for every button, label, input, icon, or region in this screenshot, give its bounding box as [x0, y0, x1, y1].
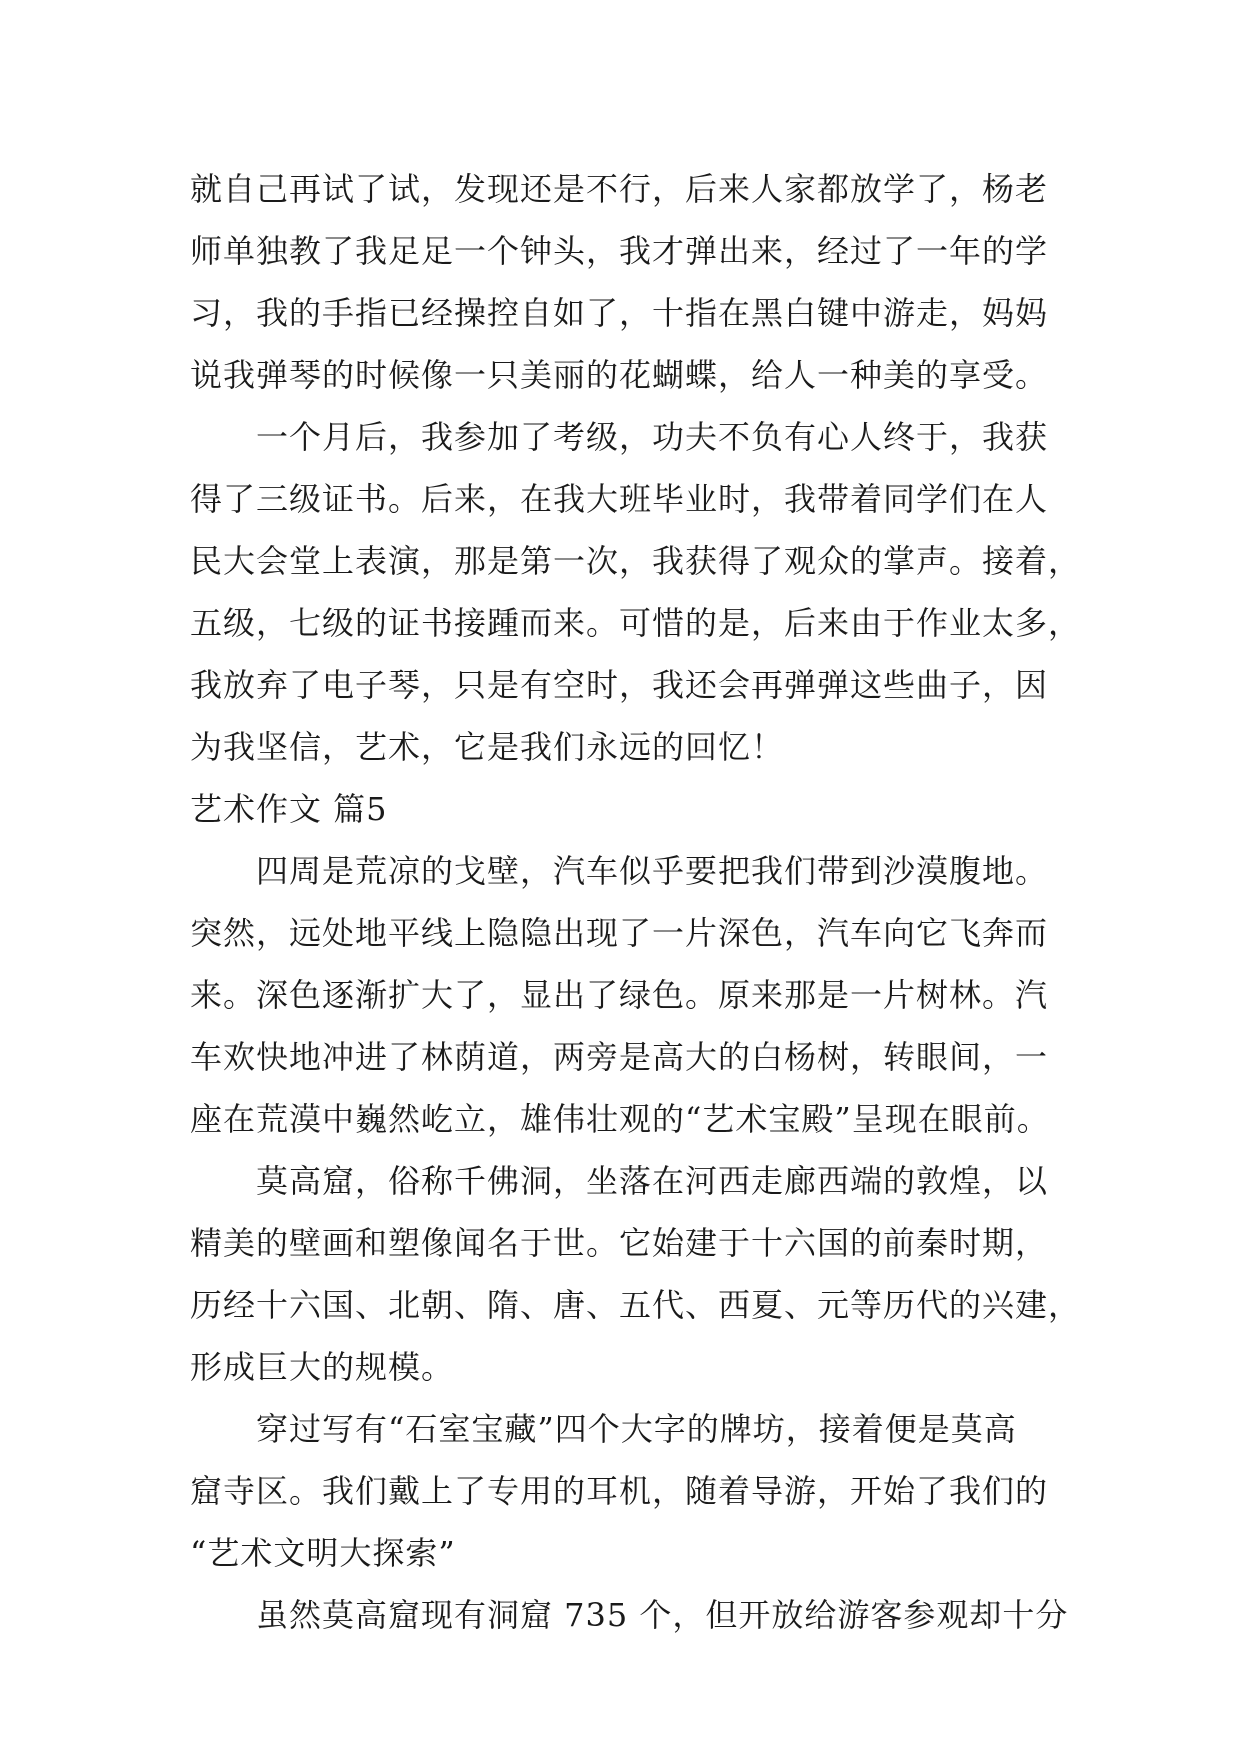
paragraph-start-line: 莫高窟，俗称千佛洞，坐落在河西走廊西端的敦煌，以	[256, 1162, 1049, 1200]
text-line: 来。深色逐渐扩大了，显出了绿色。原来那是一片树林。汽	[190, 976, 1049, 1014]
text-line: 师单独教了我足足一个钟头，我才弹出来，经过了一年的学	[190, 232, 1049, 270]
text-line: 突然，远处地平线上隐隐出现了一片深色，汽车向它飞奔而	[190, 914, 1049, 952]
text-line: 形成巨大的规模。	[190, 1348, 455, 1386]
text-line: 民大会堂上表演，那是第一次，我获得了观众的掌声。接着，	[190, 542, 1082, 580]
text-line: 为我坚信，艺术，它是我们永远的回忆！	[190, 728, 785, 766]
text-line: 得了三级证书。后来，在我大班毕业时，我带着同学们在人	[190, 480, 1049, 518]
text-line: 车欢快地冲进了林荫道，两旁是高大的白杨树，转眼间，一	[190, 1038, 1049, 1076]
text-line: 历经十六国、北朝、隋、唐、五代、西夏、元等历代的兴建，	[190, 1286, 1082, 1324]
paragraph-start-line: 穿过写有“石室宝藏”四个大字的牌坊，接着便是莫高	[256, 1410, 1017, 1448]
text-line: 五级，七级的证书接踵而来。可惜的是，后来由于作业太多，	[190, 604, 1082, 642]
document-body	[190, 158, 1082, 1646]
section-heading: 艺术作文 篇5	[190, 790, 388, 828]
text-line: “艺术文明大探索”	[190, 1534, 456, 1572]
text-line: 窟寺区。我们戴上了专用的耳机，随着导游，开始了我们的	[190, 1472, 1049, 1510]
text-line: 我放弃了电子琴，只是有空时，我还会再弹弹这些曲子，因	[190, 666, 1049, 704]
text-line: 习，我的手指已经操控自如了，十指在黑白键中游走，妈妈	[190, 294, 1049, 332]
paragraph-start-line: 一个月后，我参加了考级，功夫不负有心人终于，我获	[256, 418, 1049, 456]
text-line: 精美的壁画和塑像闻名于世。它始建于十六国的前秦时期，	[190, 1224, 1049, 1262]
text-line: 说我弹琴的时候像一只美丽的花蝴蝶，给人一种美的享受。	[190, 356, 1049, 394]
paragraph-start-line: 四周是荒凉的戈壁，汽车似乎要把我们带到沙漠腹地。	[256, 852, 1049, 890]
text-line: 座在荒漠中巍然屹立，雄伟壮观的“艺术宝殿”呈现在眼前。	[190, 1100, 1050, 1138]
text-line: 就自己再试了试，发现还是不行，后来人家都放学了，杨老	[190, 170, 1049, 208]
paragraph-start-line: 虽然莫高窟现有洞窟 735 个，但开放给游客参观却十分	[256, 1596, 1069, 1634]
